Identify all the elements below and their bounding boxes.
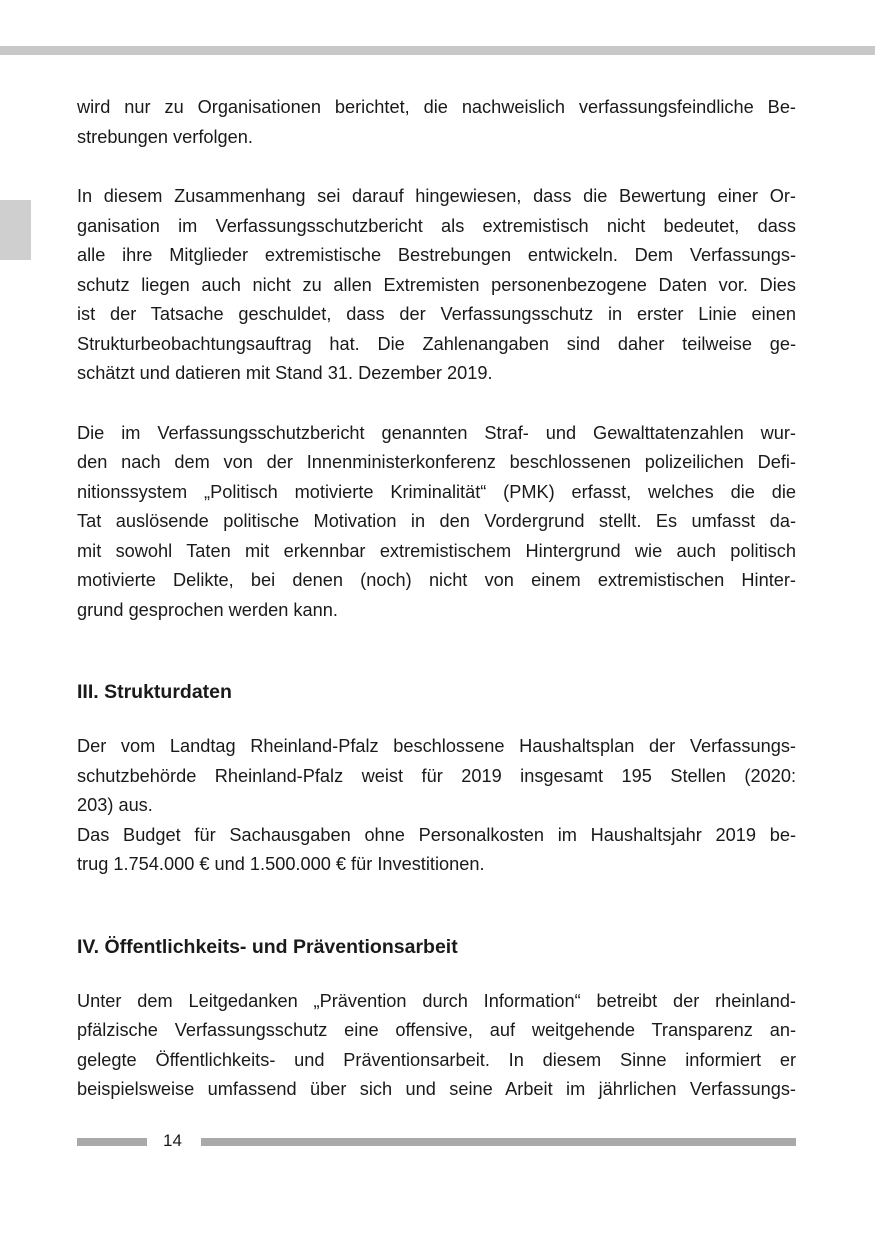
paragraph-evaluation-note [77,182,796,389]
page-content [77,93,796,1105]
page-footer [77,1127,796,1155]
text-line: Tat auslösende politische Motivation in den Vordergrund stellt. Es umfasst da- [77,511,796,531]
text-line: Das Budget für Sachausgaben ohne Personalkosten im Haushaltsjahr 2019 be- [77,824,796,845]
text-line: 203) aus. [77,795,153,815]
paragraph-budget-positions [77,732,796,821]
paragraph-pmk-definition [77,419,796,626]
chapter-tab-marker [0,200,31,260]
header-rule [0,46,875,55]
section-heading-strukturdaten: III. Strukturdaten [77,681,232,703]
text-line: Unter dem Leitgedanken „Prävention durch Information“ betreibt der rheinland- [77,990,796,1011]
footer-rule-right [201,1138,796,1146]
text-line: Die im Verfassungsschutzbericht genannten Straf- und Gewalttatenzahlen wur- [77,422,796,443]
paragraph-prevention [77,987,796,1105]
text-line: strebungen verfolgen. [77,126,253,147]
text-line: trug 1.754.000 € und 1.500.000 € für Investitionen. [77,854,485,874]
text-line: Strukturbeobachtungsauftrag hat. Die Zahlenangaben sind daher teilweise ge- [77,333,796,354]
paragraph-budget-expenses [77,821,796,880]
text-line: grund gesprochen werden kann. [77,599,338,620]
text-line: schätzt und datieren mit Stand 31. Dezember 2019. [77,363,493,383]
text-line: wird nur zu Organisationen berichtet, die nachweislich verfassungsfeindliche Be- [77,97,796,117]
text-line: ganisation im Verfassungsschutzbericht als extremistisch nicht bedeutet, dass [77,215,796,236]
footer-rule-left [77,1138,147,1146]
page-number: 14 [163,1131,182,1150]
text-line: ist der Tatsache geschuldet, dass der Verfassungsschutz in erster Linie einen [77,304,796,324]
text-line: schutzbehörde Rheinland-Pfalz weist für 2019 insgesamt 195 Stellen (2020: [77,765,796,786]
text-line: pfälzische Verfassungsschutz eine offensive, auf weitgehende Transparenz an- [77,1020,796,1040]
text-line: gelegte Öffentlichkeits- und Präventionsarbeit. In diesem Sinne informiert er [77,1049,796,1070]
text-line: alle ihre Mitglieder extremistische Bestrebungen entwickeln. Dem Verfassungs- [77,245,796,265]
text-line: motivierte Delikte, bei denen (noch) nicht von einem extremistischen Hinter- [77,570,796,590]
text-line: mit sowohl Taten mit erkennbar extremistischem Hintergrund wie auch politisch [77,540,796,561]
text-line: In diesem Zusammenhang sei darauf hingewiesen, dass die Bewertung einer Or- [77,186,796,206]
text-line: schutz liegen auch nicht zu allen Extremisten personenbezogene Daten vor. Dies [77,274,796,295]
text-line: nitionssystem „Politisch motivierte Kriminalität“ (PMK) erfasst, welches die die [77,481,796,502]
section-heading-oeffentlichkeitsarbeit: IV. Öffentlichkeits- und Präventionsarbeit [77,935,458,958]
paragraph-intro-continuation [77,93,796,152]
text-line: beispielsweise umfassend über sich und seine Arbeit im jährlichen Verfassungs- [77,1079,796,1099]
text-line: Der vom Landtag Rheinland-Pfalz beschlossene Haushaltsplan der Verfassungs- [77,736,796,756]
text-line: den nach dem von der Innenministerkonferenz beschlossenen polizeilichen Defi- [77,452,796,472]
